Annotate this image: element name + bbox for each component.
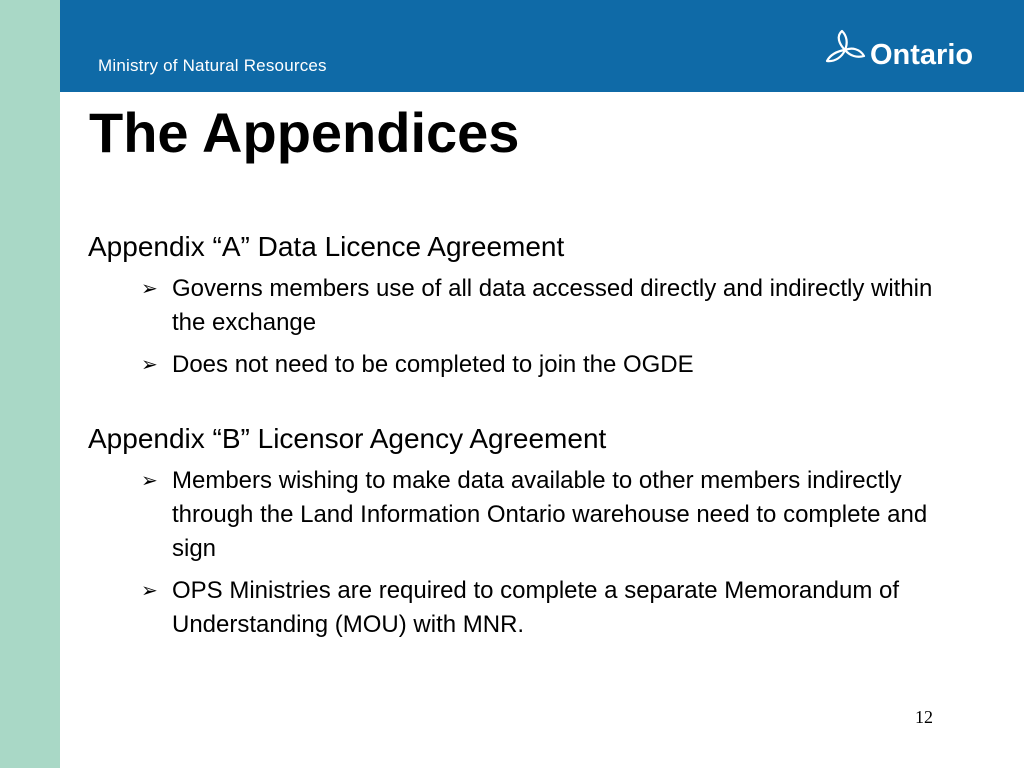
list-item bbox=[88, 272, 968, 340]
left-accent-strip bbox=[0, 0, 60, 768]
list-item bbox=[88, 574, 968, 642]
ministry-name: Ministry of Natural Resources bbox=[98, 56, 327, 75]
ontario-logo bbox=[822, 26, 973, 76]
arrow-bullet-icon: ➢ bbox=[141, 278, 158, 300]
list-item bbox=[88, 348, 968, 382]
trillium-icon bbox=[822, 28, 868, 74]
slide-title: The Appendices bbox=[89, 101, 520, 164]
arrow-bullet-icon: ➢ bbox=[141, 354, 158, 376]
bullet-text: Does not need to be completed to join the OGDE bbox=[172, 351, 694, 378]
section-heading-a: Appendix “A” Data Licence Agreement bbox=[88, 231, 565, 262]
logo-text: Ontario bbox=[870, 38, 974, 71]
page-number: 12 bbox=[915, 707, 933, 727]
bullet-text: OPS Ministries are required to complete a separate Memorandum of Understanding (MOU) with MNR. bbox=[172, 577, 899, 638]
bullet-text: Governs members use of all data accessed directly and indirectly within the exchange bbox=[172, 275, 933, 336]
slide-body bbox=[88, 226, 968, 650]
section-a-bullets bbox=[88, 272, 968, 382]
list-item bbox=[88, 464, 968, 566]
section-b-bullets bbox=[88, 464, 968, 642]
bullet-text: Members wishing to make data available to other members indirectly through the Land Information Ontario warehouse need to complete and sign bbox=[172, 467, 928, 562]
arrow-bullet-icon: ➢ bbox=[141, 580, 158, 602]
arrow-bullet-icon: ➢ bbox=[141, 470, 158, 492]
section-heading-b: Appendix “B” Licensor Agency Agreement bbox=[88, 423, 607, 454]
